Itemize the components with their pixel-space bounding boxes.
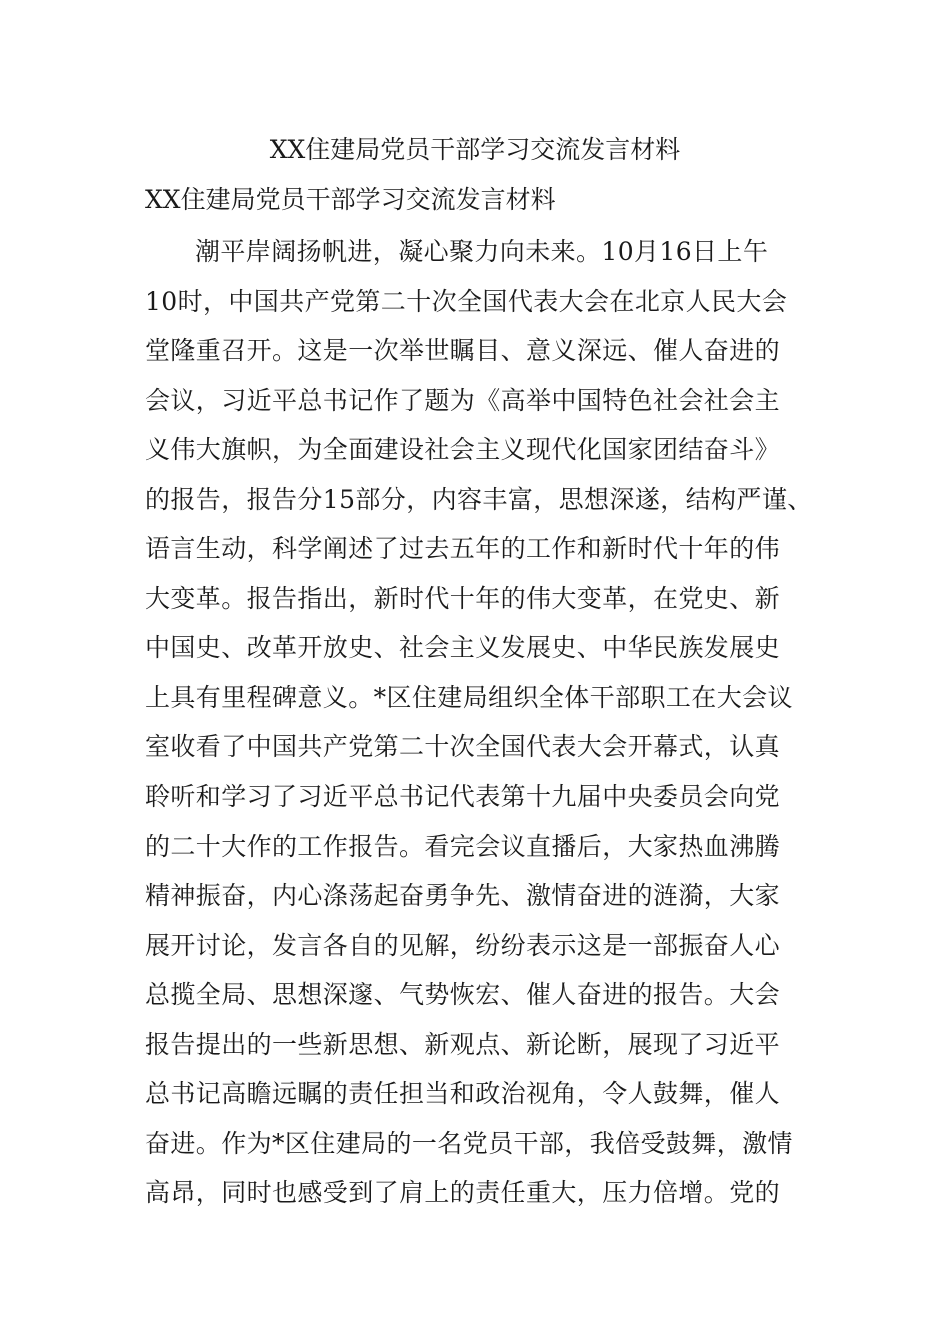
body-line: 室收看了中国共产党第二十次全国代表大会开幕式，认真: [145, 732, 781, 762]
body-line: 义伟大旗帜，为全面建设社会主义现代化国家团结奋斗》: [145, 435, 781, 465]
body-line: 总书记高瞻远瞩的责任担当和政治视角，令人鼓舞，催人: [145, 1079, 781, 1109]
body-line: 潮平岸阔扬帆进，凝心聚力向未来。10月16日上午: [195, 237, 769, 266]
body-line: 语言生动，科学阐述了过去五年的工作和新时代十年的伟: [145, 534, 781, 564]
document-title: XX住建局党员干部学习交流发言材料: [269, 135, 681, 164]
body-line: 上具有里程碑意义。*区住建局组织全体干部职工在大会议: [145, 682, 793, 712]
body-line: 大变革。报告指出，新时代十年的伟大变革，在党史、新: [145, 583, 781, 613]
body-text: [145, 232, 845, 1223]
body-line: 会议，习近平总书记作了题为《高举中国特色社会社会主: [145, 385, 781, 415]
body-line: 高昂，同时也感受到了肩上的责任重大，压力倍增。党的: [145, 1178, 781, 1208]
body-line: 10时，中国共产党第二十次全国代表大会在北京人民大会: [145, 286, 788, 316]
body-line: 聆听和学习了习近平总书记代表第十九届中央委员会向党: [145, 782, 781, 812]
body-line: 展开讨论，发言各自的见解，纷纷表示这是一部振奋人心: [145, 930, 781, 960]
body-line: 堂隆重召开。这是一次举世瞩目、意义深远、催人奋进的: [145, 336, 781, 366]
body-line: 的二十大作的工作报告。看完会议直播后，大家热血沸腾: [145, 831, 781, 861]
body-line: 中国史、改革开放史、社会主义发展史、中华民族发展史: [145, 633, 781, 663]
document-subtitle: XX住建局党员干部学习交流发言材料: [145, 185, 556, 214]
body-line: 精神振奋，内心涤荡起奋勇争先、激情奋进的涟漪，大家: [145, 881, 781, 911]
body-line: 的报告，报告分15部分，内容丰富，思想深遂，结构严谨、: [145, 484, 813, 514]
body-line: 总揽全局、思想深邃、气势恢宏、催人奋进的报告。大会: [145, 980, 781, 1010]
body-line: 奋进。作为*区住建局的一名党员干部，我倍受鼓舞，激情: [145, 1128, 793, 1158]
body-line: 报告提出的一些新思想、新观点、新论断，展现了习近平: [145, 1029, 781, 1059]
